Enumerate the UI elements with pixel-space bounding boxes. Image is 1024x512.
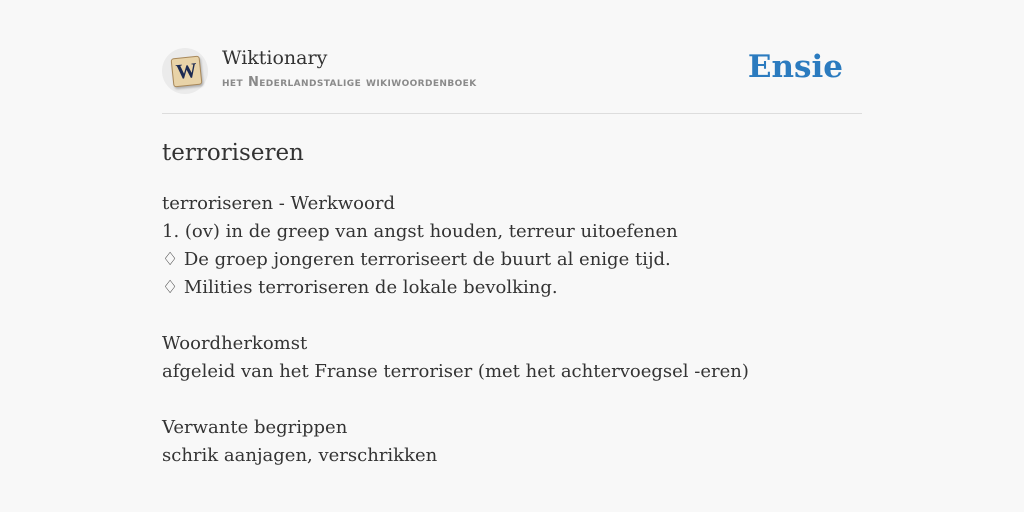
- example-sentence: ♢ Milities terroriseren de lokale bevolking.: [162, 277, 558, 298]
- example-sentence: ♢ De groep jongeren terroriseert de buurt al enige tijd.: [162, 249, 671, 270]
- ensie-brand-link[interactable]: Ensie: [747, 49, 843, 85]
- wiktionary-logo-icon[interactable]: [162, 48, 208, 94]
- related-heading: Verwante begrippen: [162, 417, 348, 438]
- definition-heading: terroriseren - Werkwoord: [162, 193, 395, 214]
- etymology-text: afgeleid van het Franse terroriser (met het achtervoegsel -eren): [162, 361, 749, 382]
- etymology-heading: Woordherkomst: [162, 333, 308, 354]
- spacer: [162, 386, 862, 414]
- spacer: [162, 302, 862, 330]
- page-title: terroriseren: [162, 140, 304, 166]
- site-name[interactable]: Wiktionary: [222, 47, 328, 69]
- related-text: schrik aanjagen, verschrikken: [162, 445, 438, 466]
- entry-body: [162, 190, 862, 470]
- site-tagline: het Nederlandstalige wikiwoordenboek: [222, 75, 477, 90]
- logo-tile: [171, 56, 203, 88]
- site-header: [162, 44, 862, 114]
- logo-letter: W: [174, 57, 199, 85]
- definition-meaning: 1. (ov) in de greep van angst houden, terreur uitoefenen: [162, 221, 678, 242]
- entry-content: [162, 136, 862, 470]
